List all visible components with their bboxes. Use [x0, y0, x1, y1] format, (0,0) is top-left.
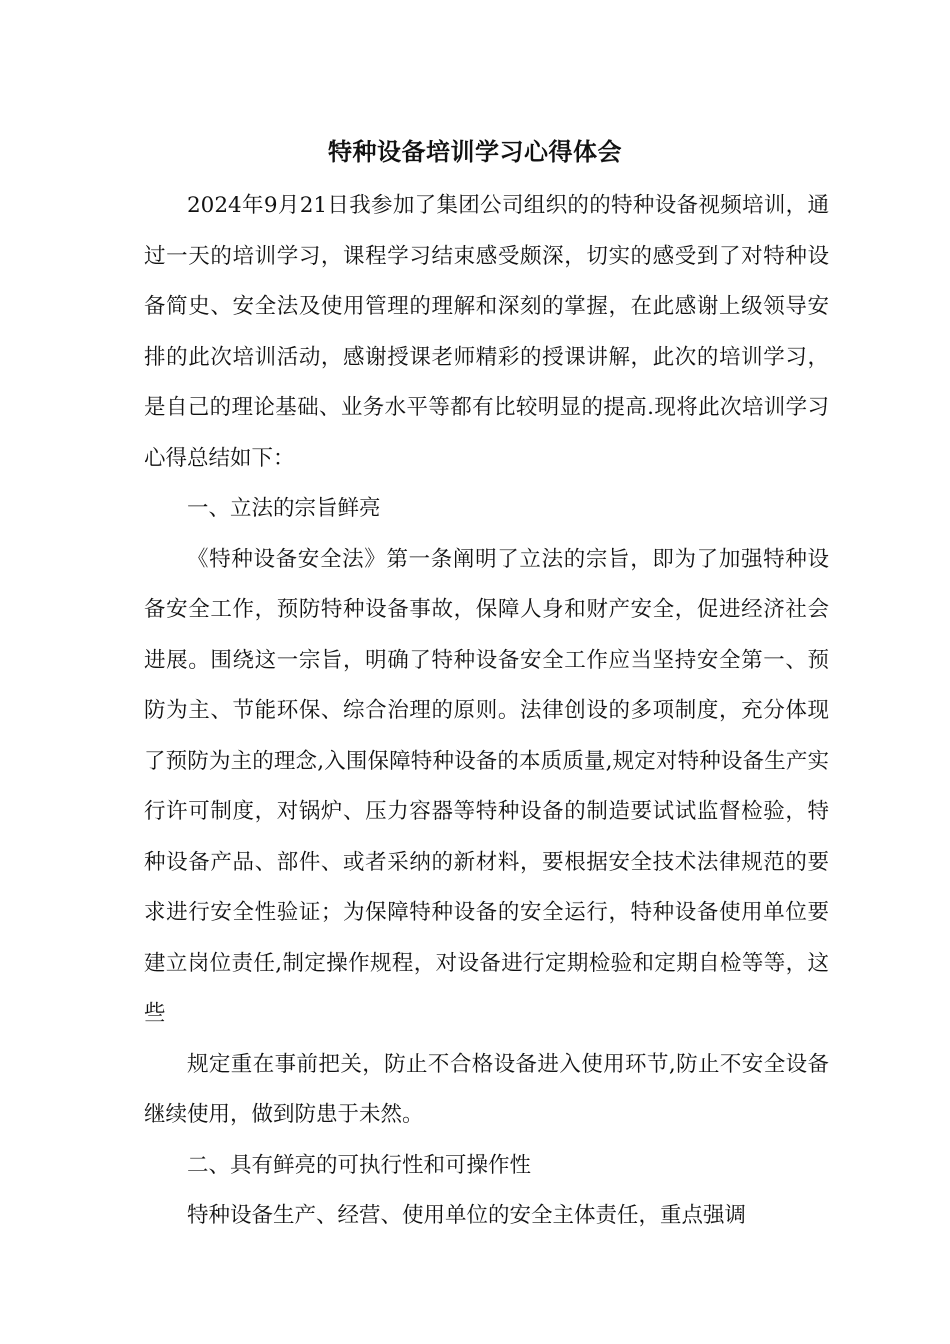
- paragraph-section-1: 《特种设备安全法》第一条阐明了立法的宗旨，即为了加强特种设备安全工作，预防特种设备事故，保障人身和财产安全，促进经济社会进展。围绕这一宗旨，明确了特种设备安全工作应当坚持安全第一、预防为主、节能环保、综合治理的原则。法律创设的多项制度，充分体现了预防为主的理念,入围保障特种设备的本质质量,规定对特种设备生产实行许可制度，对锅炉、压力容器等特种设备的制造要试试监督检验，特种设备产品、部件、或者采纳的新材料，要根据安全技术法律规范的要求进行安全性验证；为保障特种设备的安全运行，特种设备使用单位要建立岗位责任,制定操作规程，对设备进行定期检验和定期自检等等，这些: [144, 546, 829, 1026]
- section-heading-2: 二、具有鲜亮的可执行性和可操作性: [187, 1152, 532, 1178]
- paragraph-section-1-continued: 规定重在事前把关，防止不合格设备进入使用环节,防止不安全设备继续使用，做到防患于未然。: [144, 1051, 829, 1127]
- paragraph-intro: 2024年9月21日我参加了集团公司组织的的特种设备视频培训，通过一天的培训学习，课程学习结束感受颇深，切实的感受到了对特种设备简史、安全法及使用管理的理解和深刻的掌握，在此感谢上级领导安排的此次培训活动，感谢授课老师精彩的授课讲解，此次的培训学习，是自己的理论基础、业务水平等都有比较明显的提高.现将此次培训学习心得总结如下：: [144, 193, 829, 471]
- section-heading-1: 一、立法的宗旨鲜亮: [187, 496, 381, 521]
- document-body: [144, 181, 829, 1242]
- document-title: 特种设备培训学习心得体会: [328, 137, 622, 166]
- paragraph-section-2: 特种设备生产、经营、使用单位的安全主体责任，重点强调: [187, 1203, 747, 1228]
